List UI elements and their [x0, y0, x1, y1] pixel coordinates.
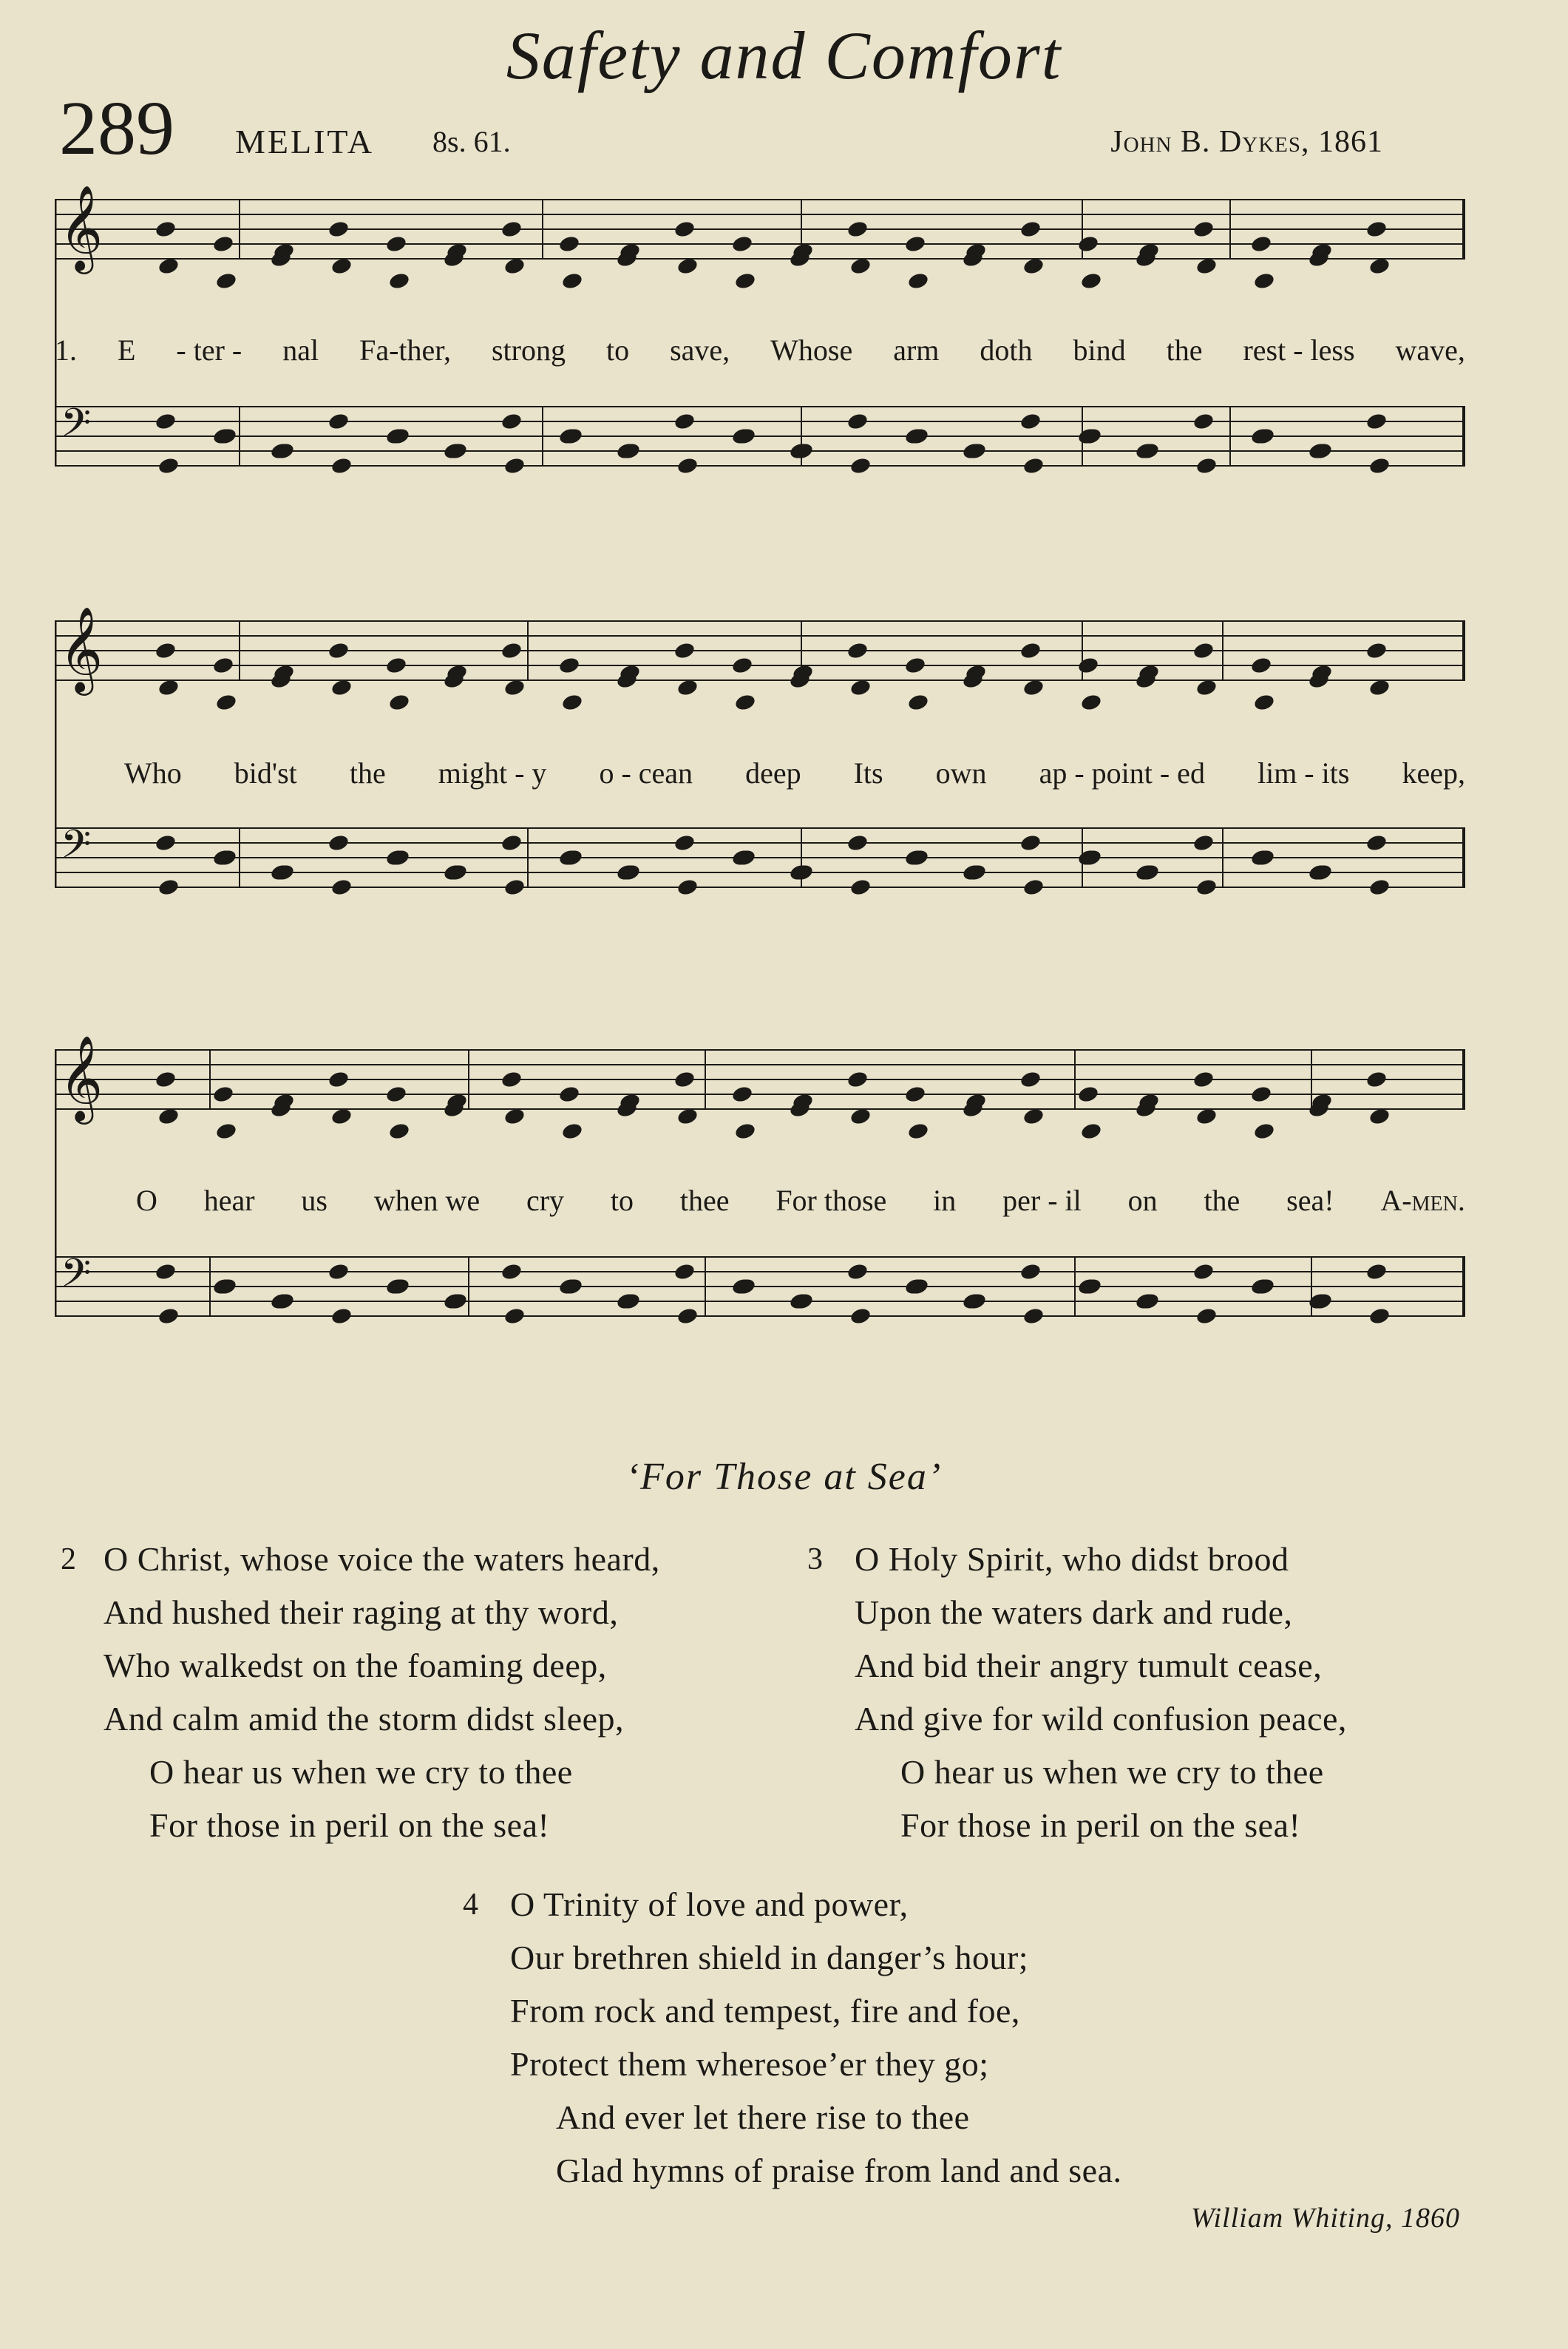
lyric-line-3	[55, 1183, 1465, 1218]
note-head	[849, 456, 872, 475]
lyric-syllable: E	[117, 333, 136, 367]
lyric-syllable: the	[349, 756, 386, 790]
bass-clef-icon: 𝄢	[61, 822, 92, 877]
note-head	[1022, 1306, 1045, 1326]
lyric-syllable: Fa-ther,	[359, 333, 451, 367]
lyric-line-2	[55, 756, 1465, 790]
verse-line: And ever let there rise to thee	[556, 2098, 970, 2136]
note-head	[1192, 1262, 1215, 1281]
note-head	[1080, 1122, 1103, 1141]
verse-line: O Christ, whose voice the waters heard,	[103, 1540, 660, 1578]
lyric-syllable: - ter -	[176, 333, 242, 367]
verse-line: Upon the waters dark and rude,	[855, 1593, 1293, 1631]
note-head	[1250, 1085, 1273, 1104]
note-head	[673, 833, 696, 853]
note-head	[1077, 234, 1100, 254]
lyric-syllable: wave,	[1395, 333, 1465, 367]
note-head	[1192, 1070, 1215, 1089]
lyric-syllable: nal	[282, 333, 319, 367]
hymn-number: 289	[59, 86, 174, 171]
note-head	[155, 833, 177, 853]
note-head	[330, 1306, 353, 1326]
verse-line: For those in peril on the sea!	[900, 1806, 1301, 1844]
verse-number: 3	[807, 1542, 824, 1576]
note-head	[1365, 641, 1388, 660]
lyric-syllable: deep	[745, 756, 801, 790]
note-head	[1365, 220, 1388, 239]
composer: John B. Dykes, 1861	[1110, 125, 1383, 159]
note-head	[1019, 412, 1042, 431]
note-head	[734, 1122, 757, 1141]
lyric-syllable: own	[935, 756, 987, 790]
note-head	[1080, 693, 1103, 712]
staff-lines-group	[55, 621, 1465, 887]
lyric-syllable: keep,	[1402, 756, 1465, 790]
lyric-syllable: us	[301, 1184, 327, 1217]
verse-number: 4	[463, 1888, 479, 1922]
lyric-syllable: bind	[1073, 333, 1126, 367]
note-head	[1019, 833, 1042, 853]
note-head	[561, 271, 584, 291]
lyric-syllable: o - cean	[599, 756, 693, 790]
note-head	[500, 220, 523, 239]
music-system-3	[55, 1028, 1465, 1375]
lyric-syllable: per - il	[1002, 1184, 1082, 1217]
note-head	[215, 1122, 238, 1141]
lyric-syllable: strong	[491, 333, 566, 367]
note-head	[734, 693, 757, 712]
note-head	[561, 693, 584, 712]
note-head	[1077, 1085, 1100, 1104]
note-head	[327, 412, 350, 431]
note-head	[907, 693, 930, 712]
music-system-1	[55, 177, 1465, 525]
note-head	[846, 1070, 869, 1089]
treble-clef-icon: 𝄞	[59, 606, 103, 692]
note-head	[215, 271, 238, 291]
note-head	[846, 1262, 869, 1281]
meter: 8s. 61.	[432, 125, 511, 158]
note-head	[215, 693, 238, 712]
note-head	[1192, 833, 1215, 853]
note-head	[155, 412, 177, 431]
lyric-syllable: in	[933, 1184, 957, 1217]
note-head	[385, 234, 408, 254]
note-head	[734, 271, 757, 291]
note-head	[1195, 1306, 1218, 1326]
note-head	[846, 833, 869, 853]
note-head	[500, 833, 523, 853]
note-head	[1368, 456, 1391, 475]
hymn-subtitle: ‘For Those at Sea’	[625, 1456, 943, 1498]
verse-2	[61, 1533, 660, 1852]
note-head	[849, 1306, 872, 1326]
lyric-syllable: O	[136, 1184, 157, 1217]
note-head	[907, 1122, 930, 1141]
note-head	[157, 878, 180, 897]
note-head	[673, 641, 696, 660]
note-head	[558, 1085, 581, 1104]
note-head	[1192, 412, 1215, 431]
note-head	[155, 220, 177, 239]
lyric-syllable: when we	[373, 1184, 481, 1217]
verse-4	[463, 1878, 1122, 2197]
note-head	[1195, 456, 1218, 475]
treble-clef-icon: 𝄞	[59, 1034, 103, 1121]
lyric-syllable: to	[605, 333, 630, 367]
note-head	[1253, 693, 1276, 712]
note-head	[1195, 878, 1218, 897]
note-head	[155, 641, 177, 660]
note-head	[1250, 234, 1273, 254]
note-head	[500, 412, 523, 431]
note-head	[1192, 220, 1215, 239]
note-head	[155, 1070, 177, 1089]
lyric-syllable: arm	[893, 333, 940, 367]
note-head	[673, 412, 696, 431]
lyric-syllable: ap - point - ed	[1039, 756, 1205, 790]
lyric-syllable: For those	[775, 1184, 887, 1217]
note-head	[157, 1306, 180, 1326]
lyric-syllable: doth	[980, 333, 1033, 367]
verse-3	[807, 1533, 1347, 1852]
note-head	[673, 220, 696, 239]
verse-line: O Holy Spirit, who didst brood	[855, 1540, 1289, 1578]
treble-clef-icon: 𝄞	[59, 184, 103, 271]
verse-line: And give for wild confusion peace,	[855, 1700, 1347, 1738]
verse-line: For those in peril on the sea!	[149, 1806, 550, 1844]
verse-line: And hushed their raging at thy word,	[103, 1593, 619, 1631]
note-head	[212, 1085, 235, 1104]
note-head	[500, 1262, 523, 1281]
note-head	[1192, 641, 1215, 660]
note-head	[1080, 271, 1103, 291]
note-head	[500, 1070, 523, 1089]
note-head	[558, 656, 581, 675]
note-head	[849, 878, 872, 897]
verse-line: From rock and tempest, fire and foe,	[510, 1992, 1020, 2030]
lyric-syllable: hear	[203, 1184, 255, 1217]
note-head	[503, 878, 526, 897]
verse-line: Who walkedst on the foaming deep,	[103, 1647, 607, 1684]
note-head	[731, 656, 754, 675]
note-head	[503, 1306, 526, 1326]
note-head	[157, 456, 180, 475]
verse-line: Glad hymns of praise from land and sea.	[556, 2152, 1122, 2189]
note-head	[1368, 878, 1391, 897]
note-head	[846, 220, 869, 239]
note-head	[846, 412, 869, 431]
note-head	[327, 833, 350, 853]
note-head	[1019, 220, 1042, 239]
verse-line: And calm amid the storm didst sleep,	[103, 1700, 625, 1738]
note-head	[561, 1122, 584, 1141]
note-head	[731, 1085, 754, 1104]
note-head	[676, 878, 699, 897]
note-head	[327, 641, 350, 660]
note-head	[904, 1085, 927, 1104]
verse-line: And bid their angry tumult cease,	[855, 1647, 1323, 1684]
note-head	[385, 1085, 408, 1104]
note-head	[731, 234, 754, 254]
music-system-2	[55, 599, 1465, 946]
lyric-line-1	[55, 333, 1465, 367]
note-head	[330, 878, 353, 897]
section-title: Safety and Comfort	[506, 18, 1062, 93]
note-head	[1365, 1262, 1388, 1281]
note-head	[1253, 1122, 1276, 1141]
lyric-syllable: save,	[670, 333, 730, 367]
note-head	[327, 220, 350, 239]
lyric-syllable: might - y	[438, 756, 547, 790]
lyric-syllable: Whose	[770, 333, 853, 367]
lyric-syllable: rest - less	[1243, 333, 1355, 367]
tune-name: MELITA	[235, 123, 375, 160]
note-head	[1365, 833, 1388, 853]
note-head	[212, 656, 235, 675]
note-head	[1365, 412, 1388, 431]
lyric-syllable: bid'st	[234, 756, 297, 790]
note-head	[907, 271, 930, 291]
lyric-syllable: the	[1204, 1184, 1241, 1217]
lyric-syllable: the	[1166, 333, 1203, 367]
verse-line: O hear us when we cry to thee	[149, 1753, 573, 1791]
note-head	[327, 1262, 350, 1281]
verse-line: O hear us when we cry to thee	[900, 1753, 1324, 1791]
note-head	[388, 1122, 411, 1141]
note-head	[1253, 271, 1276, 291]
note-head	[1077, 656, 1100, 675]
note-head	[673, 1262, 696, 1281]
note-head	[503, 456, 526, 475]
lyric-syllable: Its	[853, 756, 883, 790]
lyric-syllable: lim - its	[1257, 756, 1350, 790]
note-head	[330, 456, 353, 475]
note-head	[1250, 656, 1273, 675]
lyric-syllable: to	[610, 1184, 634, 1217]
lyric-syllable: sea!	[1286, 1184, 1334, 1217]
verse-line: Protect them wheresoe’er they go;	[510, 2045, 989, 2083]
note-head	[388, 271, 411, 291]
note-head	[500, 641, 523, 660]
note-head	[385, 656, 408, 675]
lyric-syllable: 1.	[55, 333, 77, 367]
note-head	[1365, 1070, 1388, 1089]
note-head	[388, 693, 411, 712]
author-credit: William Whiting, 1860	[1190, 2203, 1460, 2234]
bass-clef-icon: 𝄢	[61, 1251, 92, 1306]
verse-line: O Trinity of love and power,	[510, 1885, 909, 1923]
note-head	[1019, 1262, 1042, 1281]
note-head	[676, 456, 699, 475]
note-head	[1019, 1070, 1042, 1089]
note-head	[327, 1070, 350, 1089]
note-head	[904, 234, 927, 254]
verse-line: Our brethren shield in danger’s hour;	[510, 1939, 1029, 1976]
verse-number: 2	[61, 1542, 77, 1576]
lyric-syllable: on	[1127, 1184, 1158, 1217]
note-head	[673, 1070, 696, 1089]
note-head	[1368, 1306, 1391, 1326]
note-head	[212, 234, 235, 254]
note-head	[904, 656, 927, 675]
lyric-syllable: cry	[526, 1184, 565, 1217]
lyric-syllable: thee	[679, 1184, 730, 1217]
note-head	[1019, 641, 1042, 660]
note-head	[155, 1262, 177, 1281]
note-head	[676, 1306, 699, 1326]
lyric-syllable: Who	[124, 756, 182, 790]
note-head	[1022, 456, 1045, 475]
lyric-syllable: A-men.	[1380, 1184, 1465, 1217]
note-head	[1022, 878, 1045, 897]
note-head	[846, 641, 869, 660]
bass-clef-icon: 𝄢	[61, 401, 92, 455]
note-head	[558, 234, 581, 254]
